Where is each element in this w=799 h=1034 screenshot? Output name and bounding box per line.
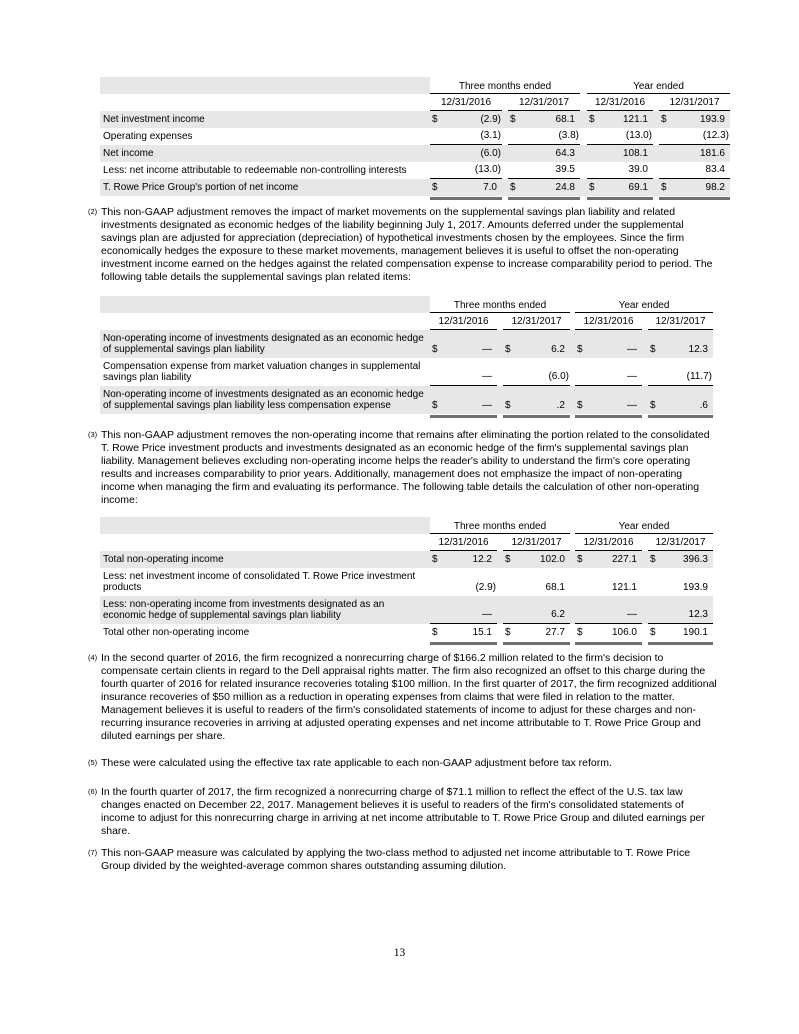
amount-cell	[648, 386, 713, 414]
currency-symbol: $	[650, 400, 656, 411]
row-label: Net investment income	[103, 113, 205, 125]
amount-cell	[508, 162, 580, 179]
amount-cell	[430, 330, 497, 358]
table-row	[100, 128, 730, 145]
currency-symbol: $	[432, 554, 438, 565]
footnote-marker: (5)	[88, 758, 98, 767]
amount-cell	[430, 624, 497, 641]
amount-value: 64.3	[555, 148, 575, 159]
row-label: Less: net investment income of consolidated T. Rowe Price investment products	[103, 570, 416, 593]
amount-value: (13.0)	[625, 130, 652, 141]
amount-value: —	[627, 371, 637, 382]
table-row	[100, 386, 713, 414]
amount-cell	[587, 128, 653, 145]
table-header-date-row	[100, 313, 713, 330]
double-underline	[430, 642, 497, 645]
double-underline	[648, 642, 713, 645]
amount-cell	[575, 358, 642, 386]
currency-symbol: $	[505, 344, 511, 355]
amount-cell	[503, 386, 570, 414]
amount-value: (13.0)	[474, 164, 501, 175]
amount-value: 27.7	[545, 627, 565, 638]
amount-value: —	[482, 400, 492, 411]
column-date-header: 12/31/2016	[587, 95, 653, 111]
amount-value: 121.1	[611, 582, 637, 593]
currency-symbol: $	[661, 114, 667, 125]
double-underline	[587, 197, 653, 200]
amount-value: 12.2	[472, 554, 492, 565]
footnote-text: These were calculated using the effective tax rate applicable to each non-GAAP adjustment before tax reform.	[101, 757, 612, 769]
amount-cell	[575, 551, 642, 568]
amount-value: —	[627, 609, 637, 620]
amount-cell	[575, 386, 642, 414]
amount-value: 102.0	[539, 554, 565, 565]
currency-symbol: $	[589, 182, 595, 193]
header-label-spacer	[100, 77, 430, 94]
table-row	[100, 568, 713, 596]
column-date-header: 12/31/2017	[508, 95, 580, 111]
row-label: Less: non-operating income from investments designated as an economic hedge of supplemental savings plan liability	[103, 598, 385, 621]
amount-value: 227.1	[611, 554, 637, 565]
amount-value: 193.9	[699, 114, 725, 125]
double-underline	[659, 197, 730, 200]
amount-value: 15.1	[472, 627, 492, 638]
currency-symbol: $	[650, 344, 656, 355]
table-row	[100, 162, 730, 179]
footnote-5	[88, 757, 720, 770]
amount-value: —	[482, 344, 492, 355]
amount-value: (3.1)	[480, 130, 501, 141]
column-date-header: 12/31/2016	[430, 95, 502, 111]
amount-cell	[648, 568, 713, 596]
amount-value: 121.1	[622, 114, 648, 125]
currency-symbol: $	[505, 554, 511, 565]
footnote-text: This non-GAAP measure was calculated by applying the two-class method to adjusted net income attributable to T. Rowe Price Group divided by the weighted-average common shares outstanding assuming dilution.	[101, 847, 691, 872]
column-group-header: Year ended	[587, 81, 730, 94]
column-group-header: Three months ended	[430, 300, 570, 313]
amount-value: (12.3)	[702, 130, 729, 141]
amount-cell	[508, 128, 580, 145]
footnote-7	[88, 847, 720, 873]
amount-value: 69.1	[628, 182, 648, 193]
amount-cell	[575, 624, 642, 641]
amount-cell	[503, 330, 570, 358]
column-group-header: Year ended	[575, 300, 713, 313]
table-row	[100, 596, 713, 624]
row-label: Less: net income attributable to redeemable non-controlling interests	[103, 164, 407, 176]
amount-value: 7.0	[483, 182, 497, 193]
amount-value: (3.8)	[558, 130, 579, 141]
amount-cell	[503, 624, 570, 641]
amount-value: 181.6	[699, 148, 725, 159]
supplemental-savings-plan-table	[100, 296, 713, 418]
amount-cell	[648, 624, 713, 641]
footnote-marker: (6)	[88, 787, 98, 796]
currency-symbol: $	[510, 114, 516, 125]
amount-cell	[430, 596, 497, 624]
amount-value: 12.3	[688, 344, 708, 355]
column-group-header: Year ended	[575, 521, 713, 534]
amount-value: —	[627, 400, 637, 411]
amount-value: (6.0)	[480, 148, 501, 159]
amount-cell	[508, 145, 580, 162]
amount-value: 6.2	[551, 609, 565, 620]
footnote-marker: (2)	[88, 207, 98, 216]
amount-value: 190.1	[682, 627, 708, 638]
currency-symbol: $	[661, 182, 667, 193]
amount-cell	[430, 128, 502, 145]
amount-cell	[648, 330, 713, 358]
amount-value: (11.7)	[686, 371, 712, 382]
amount-value: .6	[699, 400, 708, 411]
row-label: Non-operating income of investments designated as an economic hedge of supplemental savings plan liability	[103, 332, 424, 355]
header-label-spacer	[100, 94, 430, 111]
other-non-operating-income-table	[100, 517, 713, 645]
currency-symbol: $	[432, 400, 438, 411]
amount-cell	[587, 162, 653, 179]
currency-symbol: $	[589, 114, 595, 125]
column-date-header: 12/31/2016	[575, 535, 642, 551]
currency-symbol: $	[577, 627, 583, 638]
table-header-group-row	[100, 296, 713, 313]
amount-cell	[430, 358, 497, 386]
amount-cell	[430, 145, 502, 162]
table-header-date-row	[100, 534, 713, 551]
amount-value: 39.5	[555, 164, 575, 175]
currency-symbol: $	[505, 400, 511, 411]
column-group-header: Three months ended	[430, 521, 570, 534]
amount-cell	[587, 145, 653, 162]
table-header-group-row	[100, 77, 730, 94]
amount-cell	[659, 111, 730, 128]
amount-value: —	[627, 344, 637, 355]
page-number: 13	[393, 947, 406, 959]
amount-cell	[575, 330, 642, 358]
amount-value: .2	[556, 400, 565, 411]
amount-cell	[508, 111, 580, 128]
column-date-header: 12/31/2017	[648, 314, 713, 330]
header-label-spacer	[100, 296, 430, 313]
amount-cell	[648, 551, 713, 568]
table-header-date-row	[100, 94, 730, 111]
net-income-reconciliation-table	[100, 77, 730, 200]
amount-value: 83.4	[705, 164, 725, 175]
currency-symbol: $	[577, 554, 583, 565]
row-label: Total other non-operating income	[103, 626, 250, 638]
amount-cell	[503, 596, 570, 624]
row-label: Net income	[103, 147, 154, 159]
header-label-spacer	[100, 313, 430, 330]
amount-cell	[659, 162, 730, 179]
header-label-spacer	[100, 517, 430, 534]
column-date-header: 12/31/2017	[503, 314, 570, 330]
currency-symbol: $	[650, 554, 656, 565]
amount-cell	[503, 358, 570, 386]
footnote-text: This non-GAAP adjustment removes the non-operating income that remains after eliminating the portion related to the consolidated T. Rowe Price investment products and investments designated as an economic hedge of the firm's supplemental savings plan liability. Management believes excluding non-operating income helps the reader's ability to understand the firm's core operating results and increases comparability to prior years. Additionally, management does not emphasize the impact of non-operating income when managing the firm and evaluating its performance. The following table details the calculation of other non-operating income:	[101, 429, 710, 506]
amount-value: (2.9)	[475, 582, 496, 593]
currency-symbol: $	[510, 182, 516, 193]
table-total-rule-row	[100, 642, 713, 645]
double-underline	[508, 197, 580, 200]
table-row	[100, 551, 713, 568]
table-row	[100, 358, 713, 386]
amount-cell	[503, 568, 570, 596]
currency-symbol: $	[432, 344, 438, 355]
row-label: Compensation expense from market valuation changes in supplemental savings plan liability	[103, 360, 421, 383]
amount-cell	[659, 179, 730, 196]
table-row	[100, 179, 730, 196]
row-label: Operating expenses	[103, 130, 193, 142]
row-label: Total non-operating income	[103, 553, 224, 565]
footnote-marker: (7)	[88, 848, 98, 857]
currency-symbol: $	[650, 627, 656, 638]
footnote-text: In the fourth quarter of 2017, the firm recognized a nonrecurring charge of $71.1 million to reflect the effect of the U.S. tax law changes enacted on December 22, 2017. Management believes it is useful to readers of the firm's consolidated statements of income to adjust for this nonrecurring charge in arriving at net income attributable to T. Rowe Price Group and diluted earnings per share.	[101, 786, 705, 837]
footnote-text: In the second quarter of 2016, the firm recognized a nonrecurring charge of $166.2 million related to the firm's decision to compensate certain clients in regard to the Dell appraisal rights matter. The firm also recognized an offset to this charge during the fourth quarter of 2016 for related insurance recoveries totaling $100 million. In the first quarter of 2017, the firm recognized additional insurance recoveries of $50 million as a reduction in operating expenses from claims that were filed in relation to the matter. Management believes it is useful to readers of the firm's consolidated statements of income to adjust for these charges and non-recurring insurance recoveries in arriving at adjusted operating expenses and net income attributable to T. Rowe Price Group and diluted earnings per share.	[101, 652, 717, 742]
amount-value: 68.1	[555, 114, 575, 125]
amount-cell	[430, 111, 502, 128]
column-date-header: 12/31/2016	[430, 535, 497, 551]
amount-value: 396.3	[682, 554, 708, 565]
double-underline	[430, 415, 497, 418]
footnote-2	[88, 206, 720, 284]
amount-cell	[659, 128, 730, 145]
table-row	[100, 111, 730, 128]
amount-cell	[508, 179, 580, 196]
amount-cell	[575, 596, 642, 624]
double-underline	[503, 642, 570, 645]
column-date-header: 12/31/2016	[430, 314, 497, 330]
amount-cell	[430, 568, 497, 596]
table-header-group-row	[100, 517, 713, 534]
column-date-header: 12/31/2017	[648, 535, 713, 551]
table-row	[100, 330, 713, 358]
header-label-spacer	[100, 534, 430, 551]
footnote-6	[88, 786, 720, 838]
footnote-3	[88, 429, 720, 507]
amount-cell	[587, 111, 653, 128]
column-date-header: 12/31/2016	[575, 314, 642, 330]
table-row	[100, 624, 713, 641]
table-row	[100, 145, 730, 162]
double-underline	[575, 642, 642, 645]
amount-cell	[430, 179, 502, 196]
amount-cell	[648, 596, 713, 624]
amount-value: 12.3	[688, 609, 708, 620]
double-underline	[503, 415, 570, 418]
amount-cell	[575, 568, 642, 596]
amount-value: 68.1	[545, 582, 565, 593]
amount-cell	[648, 358, 713, 386]
currency-symbol: $	[432, 627, 438, 638]
amount-value: 24.8	[555, 182, 575, 193]
amount-cell	[587, 179, 653, 196]
amount-value: —	[482, 609, 492, 620]
currency-symbol: $	[432, 114, 438, 125]
table-total-rule-row	[100, 197, 730, 200]
double-underline	[575, 415, 642, 418]
amount-value: —	[482, 371, 492, 382]
amount-value: 39.0	[628, 164, 648, 175]
currency-symbol: $	[505, 627, 511, 638]
currency-symbol: $	[577, 344, 583, 355]
table-total-rule-row	[100, 415, 713, 418]
footnote-4	[88, 652, 720, 743]
amount-cell	[430, 162, 502, 179]
currency-symbol: $	[432, 182, 438, 193]
amount-value: 6.2	[551, 344, 565, 355]
amount-value: 106.0	[611, 627, 637, 638]
amount-value: 98.2	[705, 182, 725, 193]
double-underline	[648, 415, 713, 418]
amount-value: 193.9	[682, 582, 708, 593]
row-label: Non-operating income of investments designated as an economic hedge of supplemental savings plan liability less compensation expense	[103, 388, 424, 411]
currency-symbol: $	[577, 400, 583, 411]
amount-cell	[430, 386, 497, 414]
footnote-marker: (3)	[88, 430, 98, 439]
amount-cell	[659, 145, 730, 162]
amount-value: (2.9)	[480, 114, 501, 125]
amount-value: 108.1	[622, 148, 648, 159]
footnote-text: This non-GAAP adjustment removes the impact of market movements on the supplemental savings plan liability and related investments designated as economic hedges of the liability beginning July 1, 2017. Amounts deferred under the supplemental savings plan are adjusted for appreciation (depreciation) of hypothetical investments chosen by the employees. Since the firm economically hedges the exposure to these market movements, management believes it is useful to offset the non-operating investment income earned on the hedges against the related compensation expense to increase comparability period to period. The following table details the supplemental savings plan related items:	[101, 206, 713, 283]
row-label: T. Rowe Price Group's portion of net income	[103, 181, 299, 193]
footnote-marker: (4)	[88, 653, 98, 662]
amount-value: (6.0)	[548, 371, 569, 382]
amount-cell	[503, 551, 570, 568]
double-underline	[430, 197, 502, 200]
amount-cell	[430, 551, 497, 568]
column-date-header: 12/31/2017	[503, 535, 570, 551]
column-group-header: Three months ended	[430, 81, 580, 94]
column-date-header: 12/31/2017	[659, 95, 730, 111]
